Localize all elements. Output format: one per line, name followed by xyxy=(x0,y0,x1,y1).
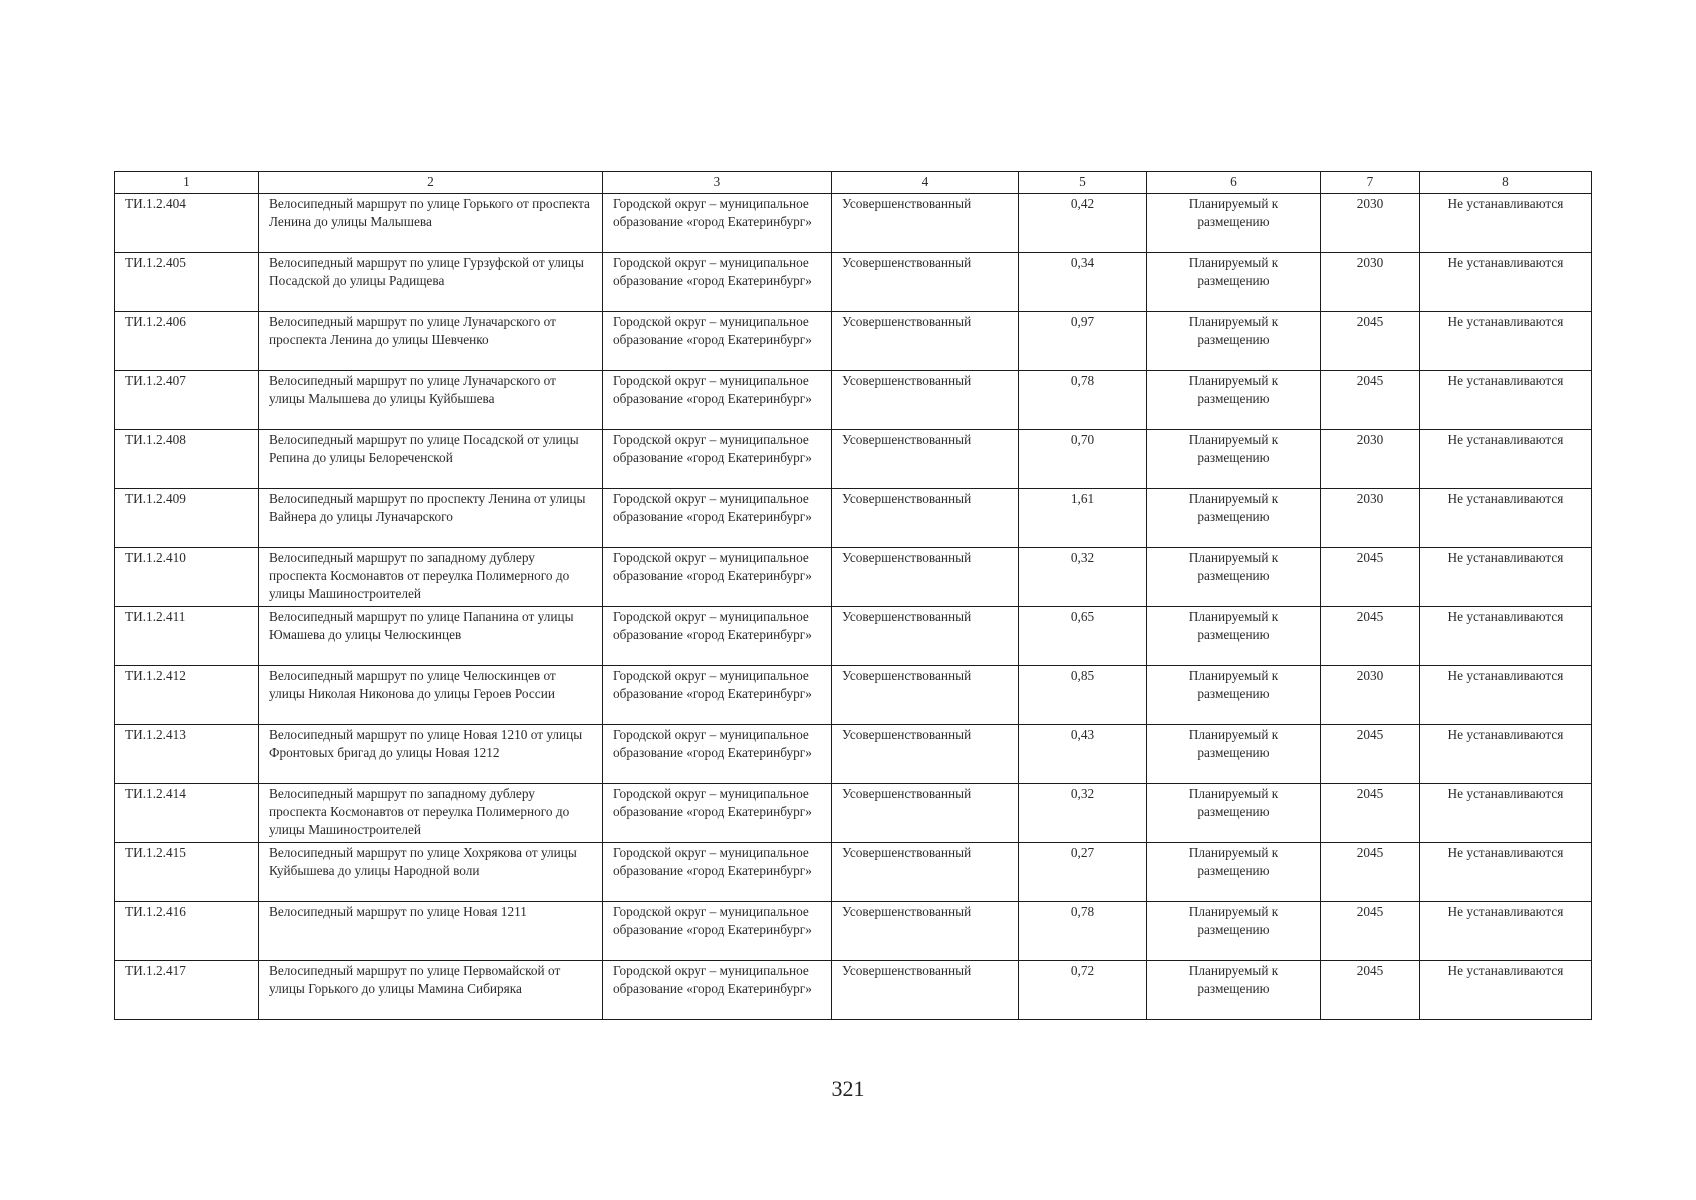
length-cell: 0,34 xyxy=(1019,253,1147,312)
year-cell: 2045 xyxy=(1321,548,1420,607)
route-type-cell: Усовершенствованный xyxy=(832,371,1019,430)
table-row xyxy=(115,548,1592,607)
municipality-cell: Городской округ – муниципальное образование «город Екатеринбург» xyxy=(603,548,832,607)
route-type-cell: Усовершенствованный xyxy=(832,666,1019,725)
route-type-cell: Усовершенствованный xyxy=(832,194,1019,253)
municipality-cell: Городской округ – муниципальное образование «город Екатеринбург» xyxy=(603,371,832,430)
status-cell: Планируемый к размещению xyxy=(1147,961,1321,1020)
object-name-cell: Велосипедный маршрут по улице Челюскинцев от улицы Николая Никонова до улицы Героев России xyxy=(259,666,603,725)
year-cell: 2045 xyxy=(1321,961,1420,1020)
object-code-cell: ТИ.1.2.406 xyxy=(115,312,259,371)
year-cell: 2045 xyxy=(1321,725,1420,784)
zones-cell: Не устанавливаются xyxy=(1420,371,1592,430)
object-name-cell: Велосипедный маршрут по улице Хохрякова от улицы Куйбышева до улицы Народной воли xyxy=(259,843,603,902)
table-row xyxy=(115,843,1592,902)
municipality-cell: Городской округ – муниципальное образование «город Екатеринбург» xyxy=(603,430,832,489)
column-header-5: 5 xyxy=(1019,172,1147,194)
route-type-cell: Усовершенствованный xyxy=(832,312,1019,371)
length-cell: 0,70 xyxy=(1019,430,1147,489)
municipality-cell: Городской округ – муниципальное образование «город Екатеринбург» xyxy=(603,607,832,666)
zones-cell: Не устанавливаются xyxy=(1420,784,1592,843)
route-type-cell: Усовершенствованный xyxy=(832,253,1019,312)
table-row xyxy=(115,607,1592,666)
object-name-cell: Велосипедный маршрут по улице Горького от проспекта Ленина до улицы Малышева xyxy=(259,194,603,253)
municipality-cell: Городской округ – муниципальное образование «город Екатеринбург» xyxy=(603,666,832,725)
zones-cell: Не устанавливаются xyxy=(1420,489,1592,548)
year-cell: 2030 xyxy=(1321,489,1420,548)
object-code-cell: ТИ.1.2.412 xyxy=(115,666,259,725)
municipality-cell: Городской округ – муниципальное образование «город Екатеринбург» xyxy=(603,902,832,961)
object-name-cell: Велосипедный маршрут по улице Первомайской от улицы Горького до улицы Мамина Сибиряка xyxy=(259,961,603,1020)
year-cell: 2045 xyxy=(1321,312,1420,371)
status-cell: Планируемый к размещению xyxy=(1147,430,1321,489)
object-code-cell: ТИ.1.2.407 xyxy=(115,371,259,430)
routes-table xyxy=(114,171,1592,1020)
object-code-cell: ТИ.1.2.417 xyxy=(115,961,259,1020)
length-cell: 0,32 xyxy=(1019,784,1147,843)
year-cell: 2045 xyxy=(1321,607,1420,666)
municipality-cell: Городской округ – муниципальное образование «город Екатеринбург» xyxy=(603,253,832,312)
object-name-cell: Велосипедный маршрут по улице Гурзуфской от улицы Посадской до улицы Радищева xyxy=(259,253,603,312)
object-code-cell: ТИ.1.2.404 xyxy=(115,194,259,253)
column-header-7: 7 xyxy=(1321,172,1420,194)
year-cell: 2045 xyxy=(1321,784,1420,843)
route-type-cell: Усовершенствованный xyxy=(832,961,1019,1020)
municipality-cell: Городской округ – муниципальное образование «город Екатеринбург» xyxy=(603,961,832,1020)
table-row xyxy=(115,253,1592,312)
route-type-cell: Усовершенствованный xyxy=(832,430,1019,489)
length-cell: 0,85 xyxy=(1019,666,1147,725)
length-cell: 0,78 xyxy=(1019,371,1147,430)
zones-cell: Не устанавливаются xyxy=(1420,548,1592,607)
object-code-cell: ТИ.1.2.408 xyxy=(115,430,259,489)
page-number: 321 xyxy=(831,1076,865,1101)
table-row xyxy=(115,725,1592,784)
table-row xyxy=(115,902,1592,961)
year-cell: 2045 xyxy=(1321,902,1420,961)
column-header-4: 4 xyxy=(832,172,1019,194)
column-header-6: 6 xyxy=(1147,172,1321,194)
status-cell: Планируемый к размещению xyxy=(1147,843,1321,902)
zones-cell: Не устанавливаются xyxy=(1420,430,1592,489)
zones-cell: Не устанавливаются xyxy=(1420,666,1592,725)
year-cell: 2030 xyxy=(1321,253,1420,312)
object-name-cell: Велосипедный маршрут по улице Луначарского от проспекта Ленина до улицы Шевченко xyxy=(259,312,603,371)
zones-cell: Не устанавливаются xyxy=(1420,843,1592,902)
year-cell: 2030 xyxy=(1321,194,1420,253)
status-cell: Планируемый к размещению xyxy=(1147,607,1321,666)
zones-cell: Не устанавливаются xyxy=(1420,312,1592,371)
object-code-cell: ТИ.1.2.416 xyxy=(115,902,259,961)
year-cell: 2030 xyxy=(1321,430,1420,489)
municipality-cell: Городской округ – муниципальное образование «город Екатеринбург» xyxy=(603,725,832,784)
length-cell: 0,65 xyxy=(1019,607,1147,666)
municipality-cell: Городской округ – муниципальное образование «город Екатеринбург» xyxy=(603,312,832,371)
object-name-cell: Велосипедный маршрут по западному дублеру проспекта Космонавтов от переулка Полимерного до улицы Машиностроителей xyxy=(259,784,603,843)
status-cell: Планируемый к размещению xyxy=(1147,489,1321,548)
route-type-cell: Усовершенствованный xyxy=(832,784,1019,843)
column-header-2: 2 xyxy=(259,172,603,194)
zones-cell: Не устанавливаются xyxy=(1420,607,1592,666)
object-code-cell: ТИ.1.2.411 xyxy=(115,607,259,666)
object-code-cell: ТИ.1.2.415 xyxy=(115,843,259,902)
route-type-cell: Усовершенствованный xyxy=(832,902,1019,961)
zones-cell: Не устанавливаются xyxy=(1420,902,1592,961)
table-row xyxy=(115,371,1592,430)
zones-cell: Не устанавливаются xyxy=(1420,194,1592,253)
object-name-cell: Велосипедный маршрут по улице Новая 1211 xyxy=(259,902,603,961)
object-name-cell: Велосипедный маршрут по проспекту Ленина от улицы Вайнера до улицы Луначарского xyxy=(259,489,603,548)
zones-cell: Не устанавливаются xyxy=(1420,253,1592,312)
length-cell: 0,27 xyxy=(1019,843,1147,902)
object-name-cell: Велосипедный маршрут по западному дублеру проспекта Космонавтов от переулка Полимерного до улицы Машиностроителей xyxy=(259,548,603,607)
column-header-3: 3 xyxy=(603,172,832,194)
municipality-cell: Городской округ – муниципальное образование «город Екатеринбург» xyxy=(603,194,832,253)
length-cell: 0,78 xyxy=(1019,902,1147,961)
table-row xyxy=(115,489,1592,548)
object-name-cell: Велосипедный маршрут по улице Новая 1210 от улицы Фронтовых бригад до улицы Новая 1212 xyxy=(259,725,603,784)
table-row xyxy=(115,784,1592,843)
route-type-cell: Усовершенствованный xyxy=(832,489,1019,548)
length-cell: 1,61 xyxy=(1019,489,1147,548)
table-row xyxy=(115,312,1592,371)
status-cell: Планируемый к размещению xyxy=(1147,548,1321,607)
length-cell: 0,72 xyxy=(1019,961,1147,1020)
status-cell: Планируемый к размещению xyxy=(1147,194,1321,253)
object-name-cell: Велосипедный маршрут по улице Папанина от улицы Юмашева до улицы Челюскинцев xyxy=(259,607,603,666)
status-cell: Планируемый к размещению xyxy=(1147,666,1321,725)
zones-cell: Не устанавливаются xyxy=(1420,961,1592,1020)
length-cell: 0,97 xyxy=(1019,312,1147,371)
column-header-1: 1 xyxy=(115,172,259,194)
object-name-cell: Велосипедный маршрут по улице Посадской от улицы Репина до улицы Белореченской xyxy=(259,430,603,489)
table-row xyxy=(115,194,1592,253)
object-code-cell: ТИ.1.2.414 xyxy=(115,784,259,843)
status-cell: Планируемый к размещению xyxy=(1147,371,1321,430)
route-type-cell: Усовершенствованный xyxy=(832,607,1019,666)
column-header-8: 8 xyxy=(1420,172,1592,194)
object-code-cell: ТИ.1.2.413 xyxy=(115,725,259,784)
route-type-cell: Усовершенствованный xyxy=(832,548,1019,607)
table-row xyxy=(115,430,1592,489)
route-type-cell: Усовершенствованный xyxy=(832,843,1019,902)
table-header-row xyxy=(115,172,1592,194)
status-cell: Планируемый к размещению xyxy=(1147,725,1321,784)
status-cell: Планируемый к размещению xyxy=(1147,902,1321,961)
length-cell: 0,43 xyxy=(1019,725,1147,784)
table-row xyxy=(115,961,1592,1020)
object-name-cell: Велосипедный маршрут по улице Луначарского от улицы Малышева до улицы Куйбышева xyxy=(259,371,603,430)
year-cell: 2030 xyxy=(1321,666,1420,725)
status-cell: Планируемый к размещению xyxy=(1147,253,1321,312)
status-cell: Планируемый к размещению xyxy=(1147,312,1321,371)
zones-cell: Не устанавливаются xyxy=(1420,725,1592,784)
object-code-cell: ТИ.1.2.410 xyxy=(115,548,259,607)
length-cell: 0,42 xyxy=(1019,194,1147,253)
municipality-cell: Городской округ – муниципальное образование «город Екатеринбург» xyxy=(603,784,832,843)
year-cell: 2045 xyxy=(1321,843,1420,902)
municipality-cell: Городской округ – муниципальное образование «город Екатеринбург» xyxy=(603,489,832,548)
status-cell: Планируемый к размещению xyxy=(1147,784,1321,843)
year-cell: 2045 xyxy=(1321,371,1420,430)
object-code-cell: ТИ.1.2.409 xyxy=(115,489,259,548)
length-cell: 0,32 xyxy=(1019,548,1147,607)
object-code-cell: ТИ.1.2.405 xyxy=(115,253,259,312)
table-row xyxy=(115,666,1592,725)
route-type-cell: Усовершенствованный xyxy=(832,725,1019,784)
municipality-cell: Городской округ – муниципальное образование «город Екатеринбург» xyxy=(603,843,832,902)
